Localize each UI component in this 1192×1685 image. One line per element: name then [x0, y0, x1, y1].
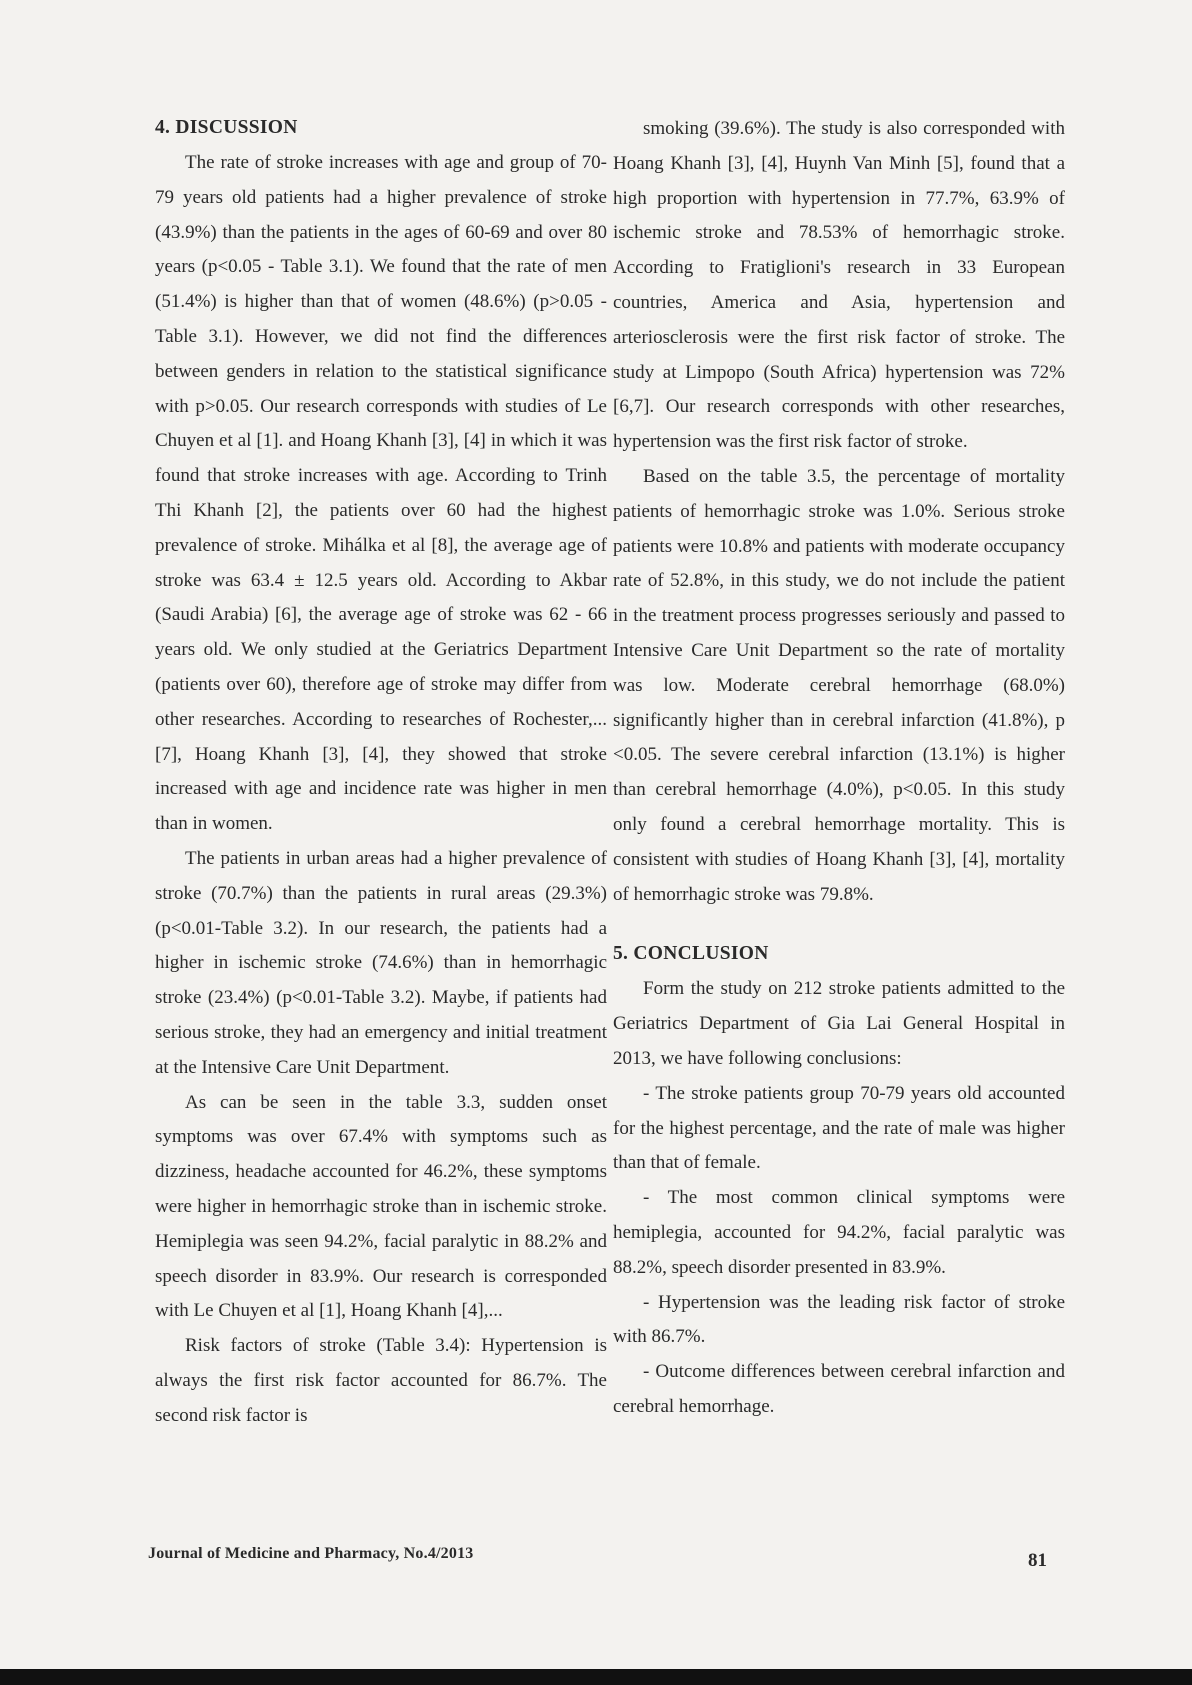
- conclusion-heading: 5. CONCLUSION: [613, 943, 769, 965]
- discussion-paragraph-6: Based on the table 3.5, the percentage of mortality patients of hemorrhagic stroke was 1.0%. Serious stroke patients were 10.8% and patients with moderate occupancy rate of 52.8%, in this study, we do not include the patient in the treatment process progresses seriously and passed to Intensive Care Unit Department so the rate of mortality was low. Moderate cerebral hemorrhage (68.0%) significantly higher than in cerebral infarction (41.8%), p <0.05. The severe cerebral infarction (13.1%) is higher than cerebral hemorrhage (4.0%), p<0.05. In this study only found a cerebral hemorrhage mortality. This is consistent with studies of Hoang Khanh [3], [4], mortality of hemorrhagic stroke was 79.8%.: [613, 465, 1065, 905]
- section-spacer: [613, 912, 1065, 938]
- left-column: [155, 112, 607, 1433]
- discussion-paragraph-3: As can be seen in the table 3.3, sudden onset symptoms was over 67.4% with symptoms such as dizziness, headache accounted for 46.2%, these symptoms were higher in hemorrhagic stroke than in ischemic stroke. Hemiplegia was seen 94.2%, facial paralytic in 88.2% and speech disorder in 83.9%. Our research is corresponded with Le Chuyen et al [1], Hoang Khanh [4],...: [155, 1091, 607, 1322]
- conclusion-paragraph-1: Form the study on 212 stroke patients admitted to the Geriatrics Department of Gia Lai General Hospital in 2013, we have following conclusions:: [613, 978, 1065, 1069]
- right-column: [613, 112, 1065, 1425]
- discussion-paragraph-1: The rate of stroke increases with age and group of 70-79 years old patients had a higher prevalence of stroke (43.9%) than the patients in the ages of 60-69 and over 80 years (p<0.05 - Table 3.1). We found that the rate of men (51.4%) is higher than that of women (48.6%) (p>0.05 - Table 3.1). However, we did not find the differences between genders in relation to the statistical significance with p>0.05. Our research corresponds with studies of Le Chuyen et al [1]. and Hoang Khanh [3], [4] in which it was found that stroke increases with age. According to Trinh Thi Khanh [2], the patients over 60 had the highest prevalence of stroke. Mihálka et al [8], the average age of stroke was 63.4 ± 12.5 years old. According to Akbar (Saudi Arabia) [6], the average age of stroke was 62 - 66 years old. We only studied at the Geriatrics Department (patients over 60), therefore age of stroke may differ from other researches. According to researches of Rochester,...[7], Hoang Khanh [3], [4], they showed that stroke increased with age and incidence rate was higher in men than in women.: [155, 152, 607, 835]
- footer-page-number: 81: [1028, 1550, 1047, 1571]
- scan-edge-bar: [0, 1669, 1192, 1685]
- conclusion-item-1: - The stroke patients group 70-79 years old accounted for the highest percentage, and the rate of male was higher than that of female.: [613, 1082, 1065, 1174]
- discussion-paragraph-5: smoking (39.6%). The study is also corresponded with Hoang Khanh [3], [4], Huynh Van Minh [5], found that a high proportion with hypertension in 77.7%, 63.9% of ischemic stroke and 78.53% of hemorrhagic stroke. According to Fratiglioni's research in 33 European countries, America and Asia, hypertension and arteriosclerosis were the first risk factor of stroke. The study at Limpopo (South Africa) hypertension was 72%[6,7]. Our research corresponds with other researches, hypertension was the first risk factor of stroke.: [613, 118, 1065, 453]
- conclusion-item-2: - The most common clinical symptoms were hemiplegia, accounted for 94.2%, facial paralytic was 88.2%, speech disorder presented in 83.9%.: [613, 1187, 1065, 1278]
- conclusion-item-3: - Hypertension was the leading risk factor of stroke with 86.7%.: [613, 1291, 1065, 1348]
- footer-journal-name: Journal of Medicine and Pharmacy, No.4/2013: [148, 1545, 474, 1562]
- conclusion-item-4: - Outcome differences between cerebral infarction and cerebral hemorrhage.: [613, 1361, 1065, 1417]
- discussion-paragraph-2: The patients in urban areas had a higher prevalence of stroke (70.7%) than the patients in rural areas (29.3%) (p<0.01-Table 3.2). In our research, the patients had a higher in ischemic stroke (74.6%) than in hemorrhagic stroke (23.4%) (p<0.01-Table 3.2). Maybe, if patients had serious stroke, they had an emergency and initial treatment at the Intensive Care Unit Department.: [155, 847, 607, 1078]
- discussion-heading: 4. DISCUSSION: [155, 117, 298, 138]
- discussion-paragraph-4: Risk factors of stroke (Table 3.4): Hypertension is always the first risk factor accounted for 86.7%. The second risk factor is: [155, 1335, 607, 1426]
